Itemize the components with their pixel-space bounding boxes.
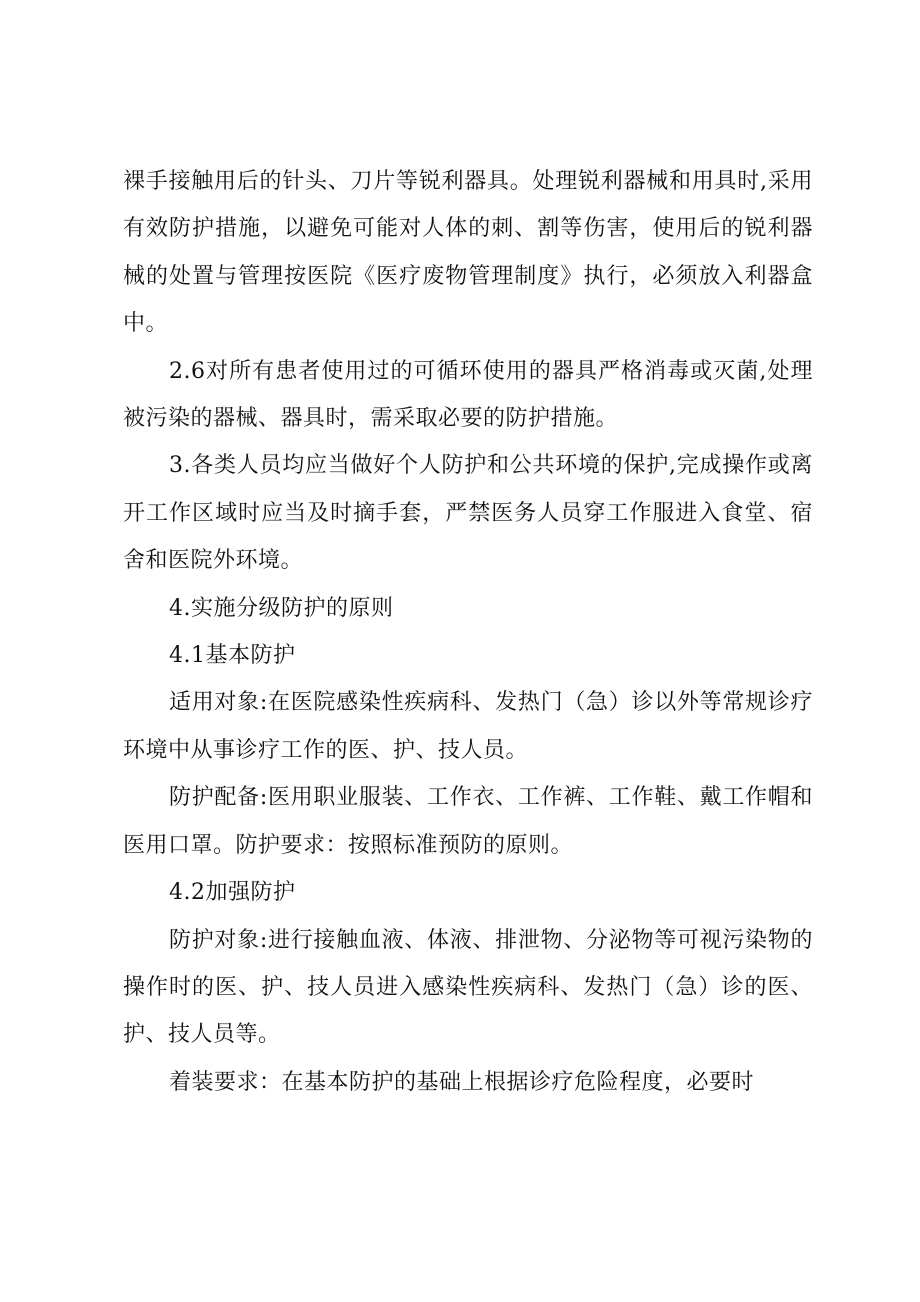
heading-4-2: 4.2加强防护: [169, 880, 296, 906]
paragraph-protective-equipment: 防护配备:医用职业服装、工作衣、工作裤、工作鞋、戴工作帽和医用口罩。防护要求：按照标准预防的原则。: [123, 785, 813, 858]
document-body: [123, 158, 813, 1106]
paragraph-3: 3.各类人员均应当做好个人防护和公共环境的保护,完成操作或离开工作区域时应当及时摘手套，严禁医务人员穿工作服进入食堂、宿舍和医院外环境。: [123, 453, 813, 574]
paragraph-2-6: 2.6对所有患者使用过的可循环使用的器具严格消毒或灭菌,处理被污染的器械、器具时，需采取必要的防护措施。: [123, 358, 813, 432]
paragraph-sharps-handling: 裸手接触用后的针头、刀片等锐利器具。处理锐利器械和用具时,采用有效防护措施，以避免可能对人体的刺、割等伤害，使用后的锐利器械的处置与管理按医院《医疗废物管理制度》执行，必须放入利器盒中。: [123, 169, 813, 337]
heading-4-1: 4.1基本防护: [169, 643, 296, 669]
paragraph-dress-requirement: 着装要求：在基本防护的基础上根据诊疗危险程度，必要时: [169, 1069, 755, 1095]
heading-4: 4.实施分级防护的原则: [169, 595, 394, 621]
paragraph-protection-target: 防护对象:进行接触血液、体液、排泄物、分泌物等可视污染物的操作时的医、护、技人员进入感染性疾病科、发热门（急）诊的医、护、技人员等。: [123, 927, 813, 1048]
paragraph-applicable-target: 适用对象:在医院感染性疾病科、发热门（急）诊以外等常规诊疗环境中从事诊疗工作的医、护、技人员。: [123, 690, 813, 763]
